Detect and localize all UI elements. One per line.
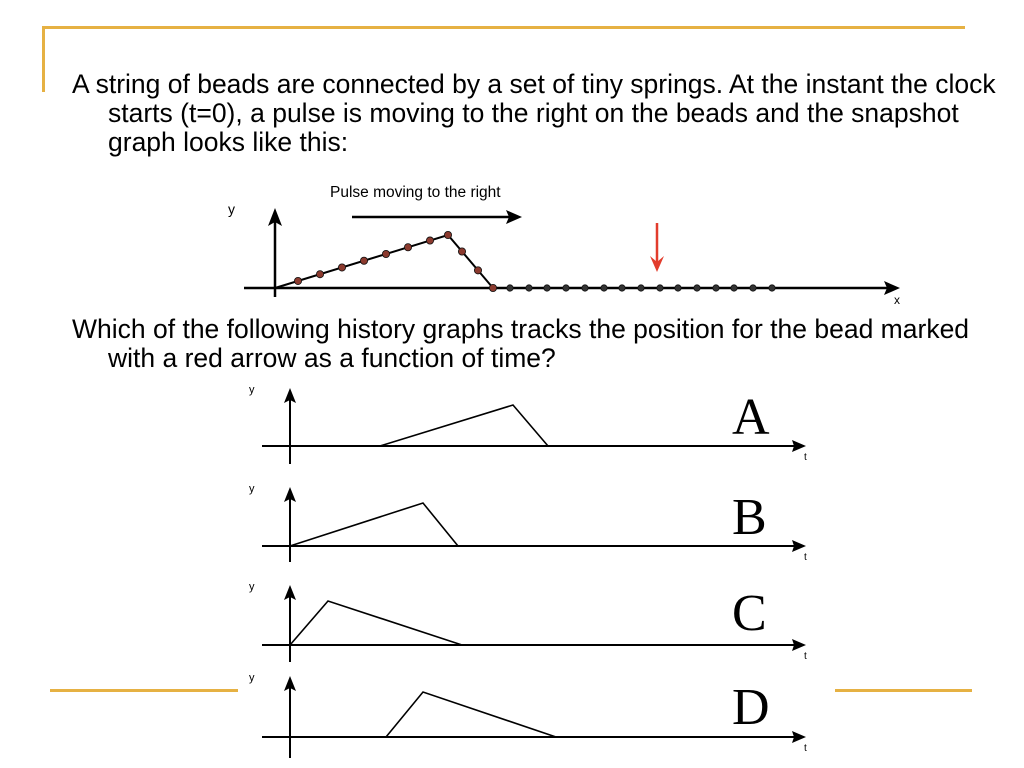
option-b-t-label: t [804, 552, 807, 563]
option-a-y-label: y [249, 384, 255, 396]
bead [526, 285, 532, 291]
bead [694, 285, 700, 291]
bead [474, 267, 481, 274]
bead [338, 264, 345, 271]
bead [360, 257, 367, 264]
option-d-letter: D [732, 679, 770, 736]
question-paragraph-1: A string of beads are connected by a set of tiny springs. At the instant the clock starts (t=0), a pulse is moving to the right on the beads and the snapshot graph looks like this: [72, 69, 996, 157]
option-c-t-label: t [804, 651, 807, 662]
option-a-letter: A [732, 389, 770, 446]
bead [426, 237, 433, 244]
pulse-caption: Pulse moving to the right [330, 184, 501, 201]
option-b-graph [249, 483, 807, 563]
option-b-letter: B [732, 489, 767, 546]
snapshot-x-label: x [894, 293, 900, 307]
bead [657, 285, 663, 291]
option-a-graph [249, 384, 807, 464]
option-c-t-arrowhead [792, 639, 806, 651]
option-c-curve [290, 601, 462, 645]
option-c-graph [249, 581, 807, 662]
red-marker-arrow [650, 223, 664, 272]
bead [713, 285, 719, 291]
bead [404, 244, 411, 251]
pulse-shape [275, 235, 493, 288]
bead [563, 285, 569, 291]
bead [507, 285, 513, 291]
bead [544, 285, 550, 291]
bead [294, 277, 301, 284]
bead [638, 285, 644, 291]
bead [731, 285, 737, 291]
option-b-curve [290, 503, 458, 546]
option-a-t-arrowhead [792, 440, 806, 452]
bead [675, 285, 681, 291]
snapshot-y-label: y [228, 201, 235, 217]
option-d-t-label: t [804, 743, 807, 754]
option-d-curve [386, 692, 556, 737]
option-c-letter: C [732, 585, 767, 642]
option-c-y-label: y [249, 581, 255, 593]
option-d-graph [249, 672, 807, 758]
option-d-t-arrowhead [792, 731, 806, 743]
bead [769, 285, 775, 291]
option-a-t-label: t [804, 452, 807, 463]
bead [601, 285, 607, 291]
question-paragraph-2: Which of the following history graphs tracks the position for the bead marked with a red arrow as a function of time? [72, 314, 970, 373]
bead [316, 271, 323, 278]
option-a-curve [380, 405, 548, 446]
option-b-t-arrowhead [792, 540, 806, 552]
bead [444, 231, 451, 238]
option-b-y-label: y [249, 483, 255, 495]
bead [458, 248, 465, 255]
beads [294, 231, 775, 291]
history-graph-options [249, 384, 807, 758]
bead [750, 285, 756, 291]
bead [382, 250, 389, 257]
snapshot-graph [228, 184, 900, 307]
bead [619, 285, 625, 291]
option-d-y-label: y [249, 672, 255, 684]
bead [582, 285, 588, 291]
bead [489, 284, 496, 291]
